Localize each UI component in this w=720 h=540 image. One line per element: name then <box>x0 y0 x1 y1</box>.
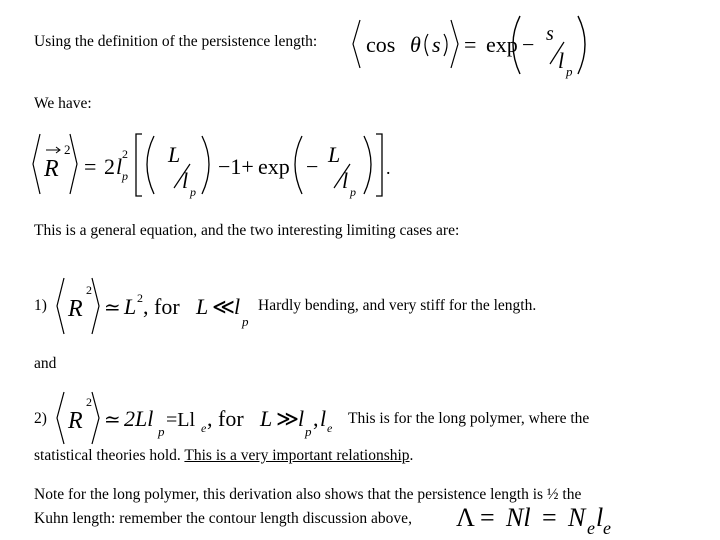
line4-important-relationship: This is a very important relationship <box>184 447 410 464</box>
case2-for: , for <box>207 406 244 431</box>
eq2-l2-denominator: l <box>342 168 349 193</box>
final-l-sub: e <box>603 518 611 538</box>
case1-L2-sup: 2 <box>137 291 143 305</box>
eq2-l-sup: 2 <box>122 147 128 161</box>
eq2-l2-denominator-sub: p <box>350 185 356 199</box>
text-line-note-long-polymer: Note for the long polymer, this derivation also shows that the persistence length is ½ the <box>34 486 582 503</box>
case1-L2: L <box>124 294 137 319</box>
final-l: l <box>596 503 604 532</box>
eq2-l: l <box>116 154 123 179</box>
eq2-L-numerator: L <box>168 142 181 167</box>
eq2-square: 2 <box>64 142 71 157</box>
case2-lp-sub: p <box>305 424 312 439</box>
case2-expression: 2Ll <box>124 406 154 431</box>
eq2-l-sub: p <box>122 169 128 183</box>
text-line-limiting-cases: This is a general equation, and the two interesting limiting cases are: <box>34 222 460 239</box>
line4-part1: statistical theories hold. <box>34 447 181 464</box>
eq2-R: R <box>44 156 59 182</box>
eq1-theta: θ <box>410 32 421 57</box>
case2-lp: l <box>298 406 305 431</box>
eq2-minus-one-plus: −1+ <box>218 154 254 179</box>
case2-approx: ≃ <box>104 409 121 431</box>
text-line-statistical-theories <box>34 447 413 465</box>
eq2-exp: exp <box>258 154 290 179</box>
equation-persistence-length <box>350 12 600 87</box>
case2-eq-Ll: =Ll <box>166 409 196 431</box>
case2-L: L <box>260 406 273 431</box>
eq1-denominator-sub: p <box>566 64 573 79</box>
case1-square: 2 <box>86 283 92 297</box>
eq2-coefficient: 2 <box>104 154 115 179</box>
case2-square: 2 <box>86 395 92 409</box>
final-equals: = <box>480 503 495 532</box>
eq1-s: s <box>432 32 441 57</box>
case2-comma: , <box>313 406 319 431</box>
case2-R: R <box>68 408 83 434</box>
final-Lambda: Λ <box>456 503 475 532</box>
eq2-period: . <box>386 158 391 178</box>
final-N: N <box>568 503 586 532</box>
eq2-l-denominator-sub: p <box>190 185 196 199</box>
equation-mean-square-end-to-end <box>30 128 410 206</box>
case2-le: l <box>320 406 327 431</box>
eq2-l-denominator: l <box>182 168 189 193</box>
case2-number: 2) <box>34 410 47 427</box>
case1-L: L <box>196 294 209 319</box>
eq1-minus: − <box>522 32 535 57</box>
line4-period: . <box>409 447 414 464</box>
case2-le-sub: e <box>327 421 333 435</box>
case1-l: l <box>234 294 241 319</box>
eq1-denominator-l: l <box>558 48 565 73</box>
case2-eq-Ll-sub: e <box>201 421 207 435</box>
text-line-we-have: We have: <box>34 95 92 112</box>
eq2-L2-numerator: L <box>328 142 341 167</box>
eq1-equals: = <box>464 32 477 57</box>
case2-description: This is for the long polymer, where the <box>348 410 590 427</box>
case2-expression-sub: p <box>158 424 165 439</box>
case1-for: , for <box>143 294 180 319</box>
case1-approx: ≃ <box>104 297 121 319</box>
case1-l-sub: p <box>242 314 249 329</box>
final-equals-2: = <box>542 503 557 532</box>
eq1-exp: exp <box>486 32 518 57</box>
equation-case2-long-polymer <box>54 388 354 448</box>
case1-R: R <box>68 296 83 322</box>
eq1-cos: cos <box>366 32 396 57</box>
text-line-persistence-definition: Using the definition of the persistence length: <box>34 33 318 50</box>
text-and: and <box>34 355 57 372</box>
case2-much-greater: ≫ <box>276 406 300 431</box>
case1-much-less: ≪ <box>212 294 236 319</box>
eq1-numerator-s: s <box>546 23 554 45</box>
eq2-minus: − <box>306 154 319 179</box>
final-Nl: Nl <box>506 503 531 532</box>
eq2-equals: = <box>84 154 97 179</box>
case1-description: Hardly bending, and very stiff for the length. <box>258 297 537 314</box>
equation-contour-length <box>456 496 626 538</box>
final-N-sub: e <box>587 518 595 538</box>
case1-number: 1) <box>34 297 47 314</box>
text-line-kuhn-length: Kuhn length: remember the contour length discussion above, <box>34 510 412 527</box>
equation-case1-stiff-limit <box>54 274 264 340</box>
